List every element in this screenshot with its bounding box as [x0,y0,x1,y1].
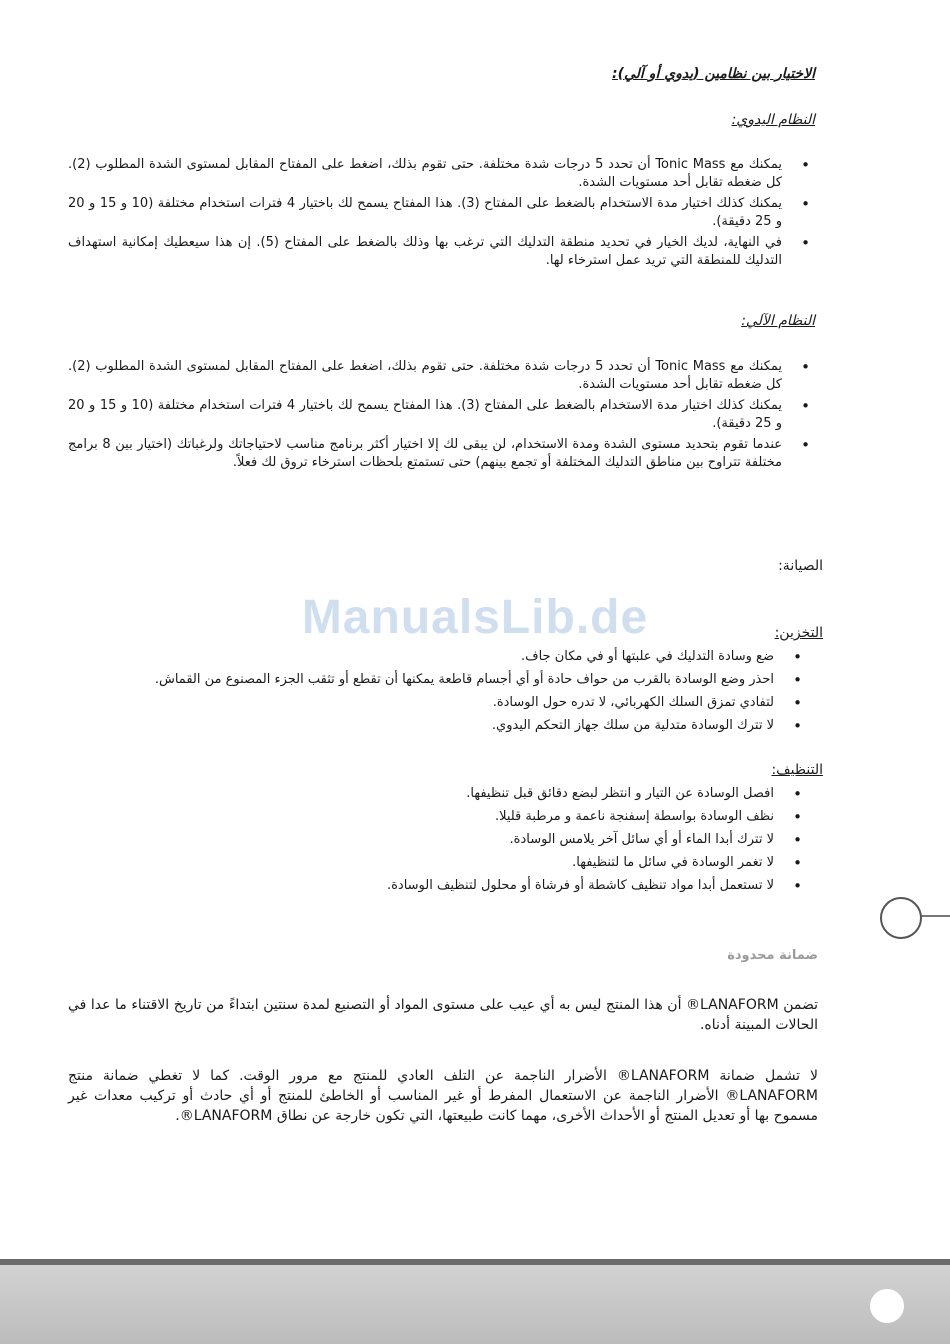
list-item: • يمكنك مع Tonic Mass أن تحدد 5 درجات شدة مختلفة. حتى تقوم بذلك، اضغط على المفتاح المقابل لمستوى الشدة المطلوب (2). كل ضغطه تقابل أحد مستويات الشدة. [68,156,810,192]
list-item: • عندما تقوم بتحديد مستوى الشدة ومدة الاستخدام، لن يبقى لك إلا اختيار أكثر برنامج مناسب لاحتياجاتك ولرغباتك (اختيار بين 8 برامج مختلفة تتراوح بين مناطق التدليك المختلفة أو تجمع بينهم) حتى تستمتع بلحظات استرخاء تروق لك فعلاً. [68,436,810,472]
cleaning-title: التنظيف: [771,762,823,778]
modes-heading: الاختيار بين نظامين (يدوي أو آلي): [611,66,815,82]
footer-band [0,1265,950,1344]
side-tab-circle-icon [880,897,922,939]
list-item: • لا تغمر الوسادة في سائل ما لتنظيفها. [60,854,802,872]
warranty-title: ضمانة محدودة [727,948,818,963]
list-item: • لا تترك الوسادة متدلية من سلك جهاز التحكم اليدوي. [60,717,802,735]
auto-mode-list [68,358,810,475]
manual-mode-title: النظام اليدوي: [731,112,815,128]
list-item: • يمكنك مع Tonic Mass أن تحدد 5 درجات شدة مختلفة. حتى تقوم بذلك، اضغط على المفتاح المقابل لمستوى الشدة المطلوب (2). كل ضغطه تقابل أحد مستويات الشدة. [68,358,810,394]
warranty-paragraph-2: لا تشمل ضمانة LANAFORM® الأضرار الناجمة عن التلف العادي للمنتج مع مرور الوقت. كما لا تغطي ضمانة منتج LANAFORM® الأضرار الناجمة عن الاستعمال المفرط أو غير المناسب أو الخاطئ للمنتج أو أي حادث أو تركيب معدات غير مسموح بها أو تعديل المنتج أو الأحداث الأخرى، مهما كانت طبيعتها، التي تكون خارجة عن نطاق LANAFORM®. [68,1068,818,1124]
maintenance-title: الصيانة: [778,558,823,574]
storage-list [60,648,802,740]
page-marker-circle-icon [870,1289,904,1323]
list-item: • لا تترك أبدا الماء أو أي سائل آخر يلامس الوسادة. [60,831,802,849]
list-item: • افصل الوسادة عن التيار و انتظر لبضع دقائق قبل تنظيفها. [60,785,802,803]
list-item: • يمكنك كذلك اختيار مدة الاستخدام بالضغط على المفتاح (3). هذا المفتاح يسمح لك باختيار 4 فترات استخدام مختلفة (10 و 15 و 20 و 25 دقيقة). [68,397,810,433]
warranty-paragraph-1: تضمن LANAFORM® أن هذا المنتج ليس به أي عيب على مستوى المواد أو التصنيع لمدة سنتين ابتداءً من تاريخ الاقتناء ما عدا في الحالات المبينة أدناه. [68,997,818,1033]
list-item: • ضع وسادة التدليك في علبتها أو في مكان جاف. [60,648,802,666]
list-item: • احذر وضع الوسادة بالقرب من حواف حادة أو أي أجسام قاطعة يمكنها أن تقطع أو تثقب الجزء المصنوع من القماش. [60,671,802,689]
list-item: • نظف الوسادة بواسطة إسفنجة ناعمة و مرطبة قليلا. [60,808,802,826]
list-item: • لا تستعمل أبدا مواد تنظيف كاشطة أو فرشاة أو محلول لتنظيف الوسادة. [60,877,802,895]
list-item: • في النهاية، لديك الخيار في تحديد منطقة التدليك التي ترغب بها وذلك بالضغط على المفتاح (5). إن هذا سيعطيك إمكانية استهداف التدليك للمنطقة التي تريد عمل استرخاء لها. [68,234,810,270]
watermark: ManualsLib.de [301,591,649,644]
list-item: • يمكنك كذلك اختيار مدة الاستخدام بالضغط على المفتاح (3). هذا المفتاح يسمح لك باختيار 4 فترات استخدام مختلفة (10 و 15 و 20 و 25 دقيقة). [68,195,810,231]
cleaning-list [60,785,802,900]
storage-title: التخزين: [774,625,823,641]
auto-mode-title: النظام الآلي: [741,313,815,329]
list-item: • لتفادي تمزق السلك الكهربائي، لا تدره حول الوسادة. [60,694,802,712]
side-tab-line [920,915,950,917]
manual-mode-list [68,156,810,273]
